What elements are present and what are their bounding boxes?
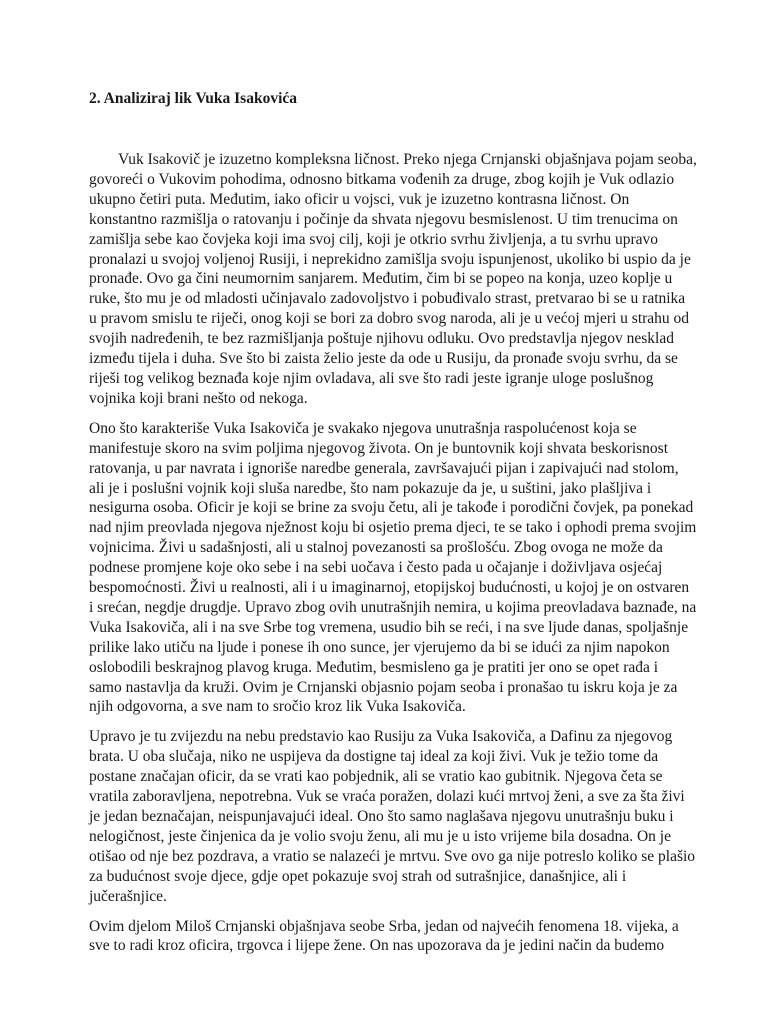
- text-line: ratovanja, u par navrata i ignoriše naredbe generala, završavajući pijan i zapivajući nad stolom,: [89, 459, 679, 477]
- text-line: njih odgovorna, a sve nam to sročio kroz lik Vuka Isakoviča.: [89, 698, 466, 716]
- text-line: samo nastavlja da kruži. Ovim je Crnjanski objasnio pojam seoba i pronašao tu iskru koja je za: [89, 678, 678, 696]
- text-line: pronalazi u svojoj voljenoj Rusiji, i neprekidno zamišlja svoju ispunjenost, ukoliko bi uspio da je: [89, 250, 691, 268]
- text-line: jučerašnjice.: [89, 887, 167, 905]
- text-line: ruke, što mu je od mladosti učinjavalo zadovoljstvo i pobuđivalo strast, pretvarao bi se u ratnika: [89, 290, 686, 308]
- text-line: Ono što karakteriše Vuka Isakoviča je svakako njegova unutrašnja raspolućenost koja se: [89, 419, 637, 437]
- text-line: ali je i poslušni vojnik koji sluša naredbe, što nam pokazuje da je, u suštini, jako plašljiva i: [89, 479, 652, 497]
- text-line: oslobodili beskrajnog plavog kruga. Međutim, besmisleno ga je pratiti jer ono se opet rađa i: [89, 658, 659, 676]
- text-line: Vuka Isakoviča, ali i na sve Srbe tog vremena, usudio bih se reći, i na sve ljude danas, spoljašnje: [89, 618, 689, 636]
- heading-spacer: [89, 110, 685, 150]
- text-line: ukupno četiri puta. Međutim, iako oficir u vojsci, vuk je izuzetno kontrasna ličnost. On: [89, 190, 630, 208]
- document-body: [89, 88, 697, 966]
- text-line: Ovim djelom Miloš Crnjanski objašnjava seobe Srba, jedan od najvećih fenomena 18. vijeka, a: [89, 917, 679, 935]
- paragraph-3: [89, 727, 696, 906]
- text-line: Upravo je tu zvijezdu na nebu predstavio kao Rusiju za Vuka Isakoviča, a Dafinu za njegovog: [89, 728, 673, 746]
- text-line: vojnicima. Živi u sadašnjosti, ali u stalnoj povezanosti sa prošlošću. Zbog ovoga ne može da: [89, 539, 663, 557]
- text-line: manifestuje skoro na svim poljima njegovog života. On je buntovnik koji shvata beskorisnost: [89, 439, 669, 457]
- text-line: sve to radi kroz oficira, trgovca i lijepe žene. On nas upozorava da je jedini način da budemo: [89, 937, 665, 955]
- document-heading: 2. Analiziraj lik Vuka Isakovića: [89, 90, 298, 107]
- text-line: nad njim preovlada njegova nježnost koju bi osjetio prema djeci, te se tako i ophodi prema svojim: [89, 519, 697, 537]
- paragraph-4: [89, 917, 685, 957]
- paragraph-container: [89, 150, 697, 956]
- text-line: između tijela i duha. Sve što bi zaista želio jeste da ode u Rusiju, da pronađe svoju svrhu, da se: [89, 350, 678, 368]
- text-line: i srećan, negdje drugdje. Upravo zbog ovih unutrašnjih nemira, u kojima preovladava baznađe, na: [89, 598, 697, 616]
- text-line: za budućnost svoje djece, gdje opet pokazuje svoj strah od sutrašnjice, današnjice, ali i: [89, 867, 627, 885]
- text-line: konstantno razmišlja o ratovanju i počinje da shvata njegovu besmislenost. U tim trenucima on: [89, 210, 678, 228]
- text-line: svojih nadređenih, te bez razmišljanja poštuje njihovu odluku. Ovo predstavlja njegov nesklad: [89, 330, 674, 348]
- text-line: u pravom smislu te riječi, onog koji se bori za dobro svog naroda, ali je u većoj mjeri u strahu od: [89, 310, 690, 328]
- text-line: otišao od nje bez pozdrava, a vratio se nalazeći je mrtvu. Sve ovo ga nije potreslo koliko se plašio: [89, 847, 696, 865]
- text-line: bespomoćnosti. Živi u realnosti, ali i u imaginarnoj, etopijskoj budućnosti, u kojoj je on ostvaren: [89, 579, 690, 597]
- text-line: govoreći o Vukovim pohodima, odnosno bitkama vođenih za druge, zbog kojih je Vuk odlazio: [89, 170, 675, 188]
- text-line: nesigurna osoba. Oficir je koji se brine za svoju četu, ali je takođe i porodični čovjek, pa ponekad: [89, 499, 694, 517]
- text-line: vojnika koji brani nešto od nekoga.: [89, 389, 308, 407]
- text-line: podnese promjene koje oko sebe i na sebi uočava i često pada u očajanje i doživljava osjećaj: [89, 559, 663, 577]
- text-line: vratila zaboravljena, nepotrebna. Vuk se vraća poražen, dolazi kući mrtvoj ženi, a sve za šta živi: [89, 788, 685, 806]
- text-line: pronađe. Ovo ga čini neumornim sanjarem. Međutim, čim bi se popeo na konja, uzeo koplje u: [89, 270, 673, 288]
- text-line: riješi tog velikog beznađa koje njim ovladava, ali sve što radi jeste igranje uloge poslušnog: [89, 369, 654, 387]
- text-line: nelogičnost, jeste činjenica da je volio svoju ženu, ali mu je u isto vrijeme bila dosadna. On je: [89, 827, 671, 845]
- text-line: prilike lako utiču na ljude i ponese ih ono sunce, jer vjerujemo da bi se idući za njim napokon: [89, 638, 670, 656]
- text-line: zamišlja sebe kao čovjeka koji ima svoj cilj, koji je otkrio svrhu življenja, a tu svrhu upravo: [89, 230, 659, 248]
- paragraph-1: [89, 150, 697, 409]
- text-line: postane značajan oficir, da se vrati kao pobjednik, ali se vratio kao gubitnik. Njegova četa se: [89, 768, 663, 786]
- text-line: brata. U oba slučaja, niko ne uspijeva da dostigne taj ideal za koji živi. Vuk je težio tome da: [89, 748, 659, 766]
- paragraph-2: [89, 419, 697, 718]
- text-line: je jedan beznačajan, neispunjavajući ideal. Ono što samo naglašava njegovu unutrašnju buku i: [89, 808, 674, 825]
- text-line: Vuk Isakovič je izuzetno kompleksna ličnost. Preko njega Crnjanski objašnjava pojam seoba,: [118, 151, 697, 168]
